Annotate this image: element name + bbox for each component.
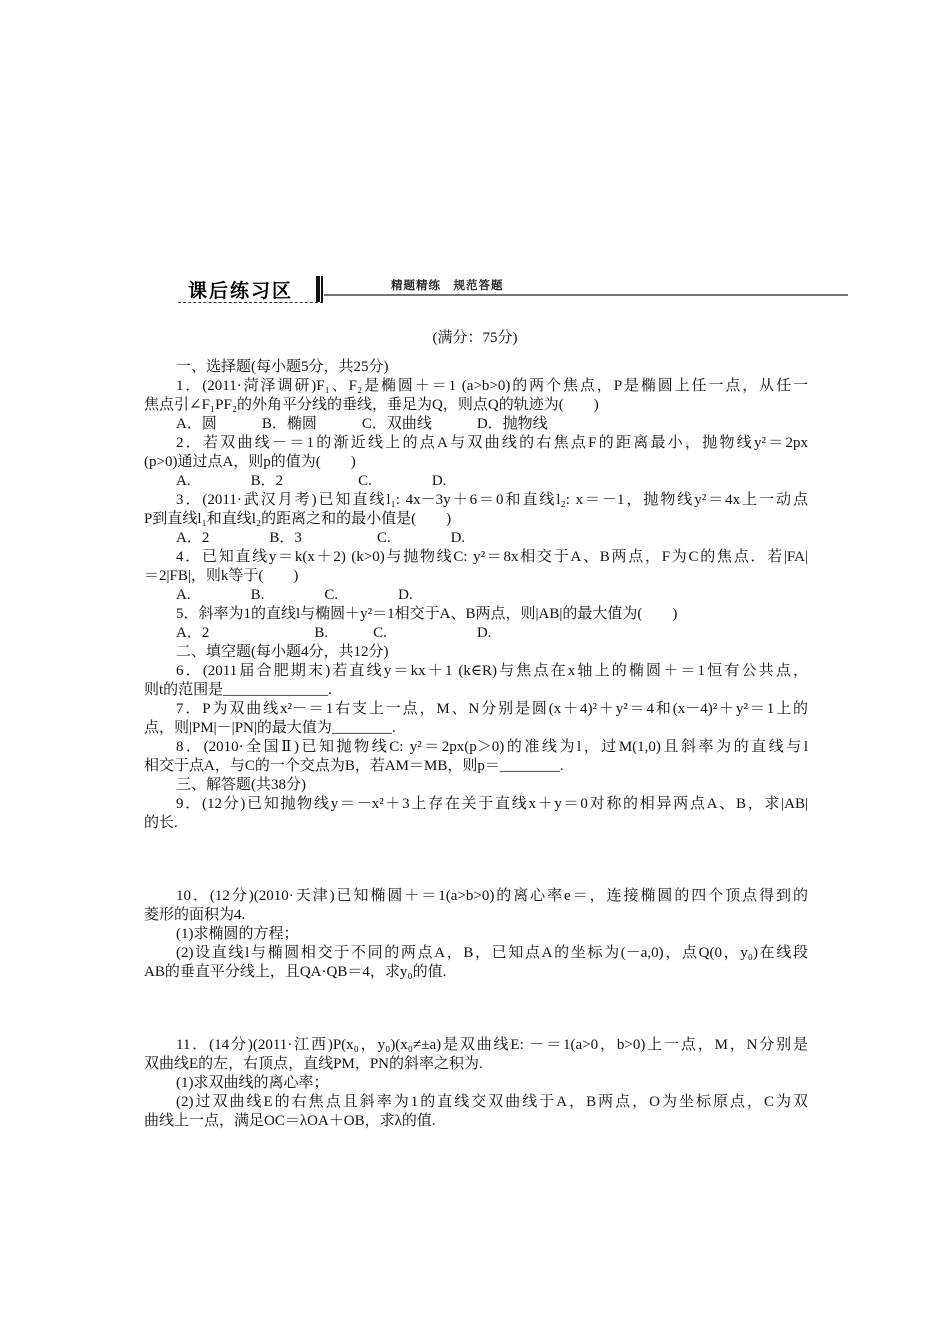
- question-3-line-1: 3．(2011·武汉月考)已知直线l₁: 4x－3y＋6＝0和直线l₂: x＝－1，抛物线y²＝4x上一动点: [176, 492, 808, 508]
- question-10-part-2-line-2: AB的垂直平分线上，且QA·QB＝4，求y₀的值.: [144, 964, 447, 980]
- question-3-options: A．2 B．3 C. D.: [176, 530, 466, 546]
- question-11-part-1: (1)求双曲线的离心率；: [176, 1075, 329, 1091]
- question-6-line-2: 则t的范围是______________.: [144, 682, 332, 698]
- question-1-line-2: 焦点引∠F₁PF₂的外角平分线的垂线，垂足为Q，则点Q的轨迹为( ): [144, 397, 599, 413]
- answer-space-9: [144, 833, 808, 887]
- question-4-line-1: 4．已知直线y＝k(x＋2) (k>0)与抛物线C: y²＝8x相交于A、B两点，F为C的焦点．若|FA|: [176, 549, 808, 565]
- question-7-line-2: 点，则|PM|－|PN|的最大值为________.: [144, 720, 396, 736]
- question-10-part-1: (1)求椭圆的方程；: [176, 926, 299, 942]
- section-heading-fill: 二、填空题(每小题4分，共12分): [176, 644, 389, 660]
- question-4-line-2: ＝2|FB|，则k等于( ): [144, 568, 299, 584]
- title-underline: [178, 302, 323, 303]
- section-subtitle: 精题精练 规范答题: [391, 278, 504, 292]
- section-title: 课后练习区: [188, 280, 294, 302]
- question-9-line-2: 的长.: [144, 815, 178, 831]
- question-5-options: A．2 B. C. D.: [176, 625, 492, 641]
- question-body: [144, 358, 808, 1131]
- question-1-line-1: 1．(2011·菏泽调研)F₁、F₂是椭圆＋＝1 (a>b>0)的两个焦点，P是椭圆上任一点，从任一: [176, 378, 808, 394]
- question-11-line-2: 双曲线E的左，右顶点，直线PM，PN的斜率之积为.: [144, 1056, 483, 1072]
- question-3-line-2: P到直线l₁和直线l₂的距离之和的最小值是( ): [144, 511, 452, 527]
- header-rule: [324, 294, 848, 296]
- header-bar-thin: [321, 276, 323, 302]
- question-8-line-1: 8．(2010·全国Ⅱ)已知抛物线C: y²＝2px(p＞0)的准线为l，过M(1,0)且斜率为的直线与l: [176, 739, 808, 755]
- section-heading-answer: 三、解答题(共38分): [176, 777, 306, 793]
- question-8-line-2: 相交于点A，与C的一个交点为B，若AM＝MB，则p＝________.: [144, 758, 564, 774]
- question-7-line-1: 7．P为双曲线x²－＝1右支上一点，M、N分别是圆(x＋4)²＋y²＝4和(x－4)²＋y²＝1上的: [176, 701, 808, 717]
- question-10-line-1: 10．(12分)(2010·天津)已知椭圆＋＝1(a>b>0)的离心率e＝，连接椭圆的四个顶点得到的: [176, 888, 808, 904]
- question-10-line-2: 菱形的面积为4.: [144, 907, 246, 923]
- question-11-part-2-line-1: (2)过双曲线E的右焦点且斜率为1的直线交双曲线于A，B两点，O为坐标原点，C为双: [176, 1094, 808, 1110]
- question-5-line-1: 5．斜率为1的直线l与椭圆＋y²＝1相交于A、B两点，则|AB|的最大值为( ): [176, 606, 678, 622]
- answer-space-10: [144, 982, 808, 1036]
- question-6-line-1: 6．(2011届合肥期末)若直线y＝kx＋1 (k∈R)与焦点在x轴上的椭圆＋＝1恒有公共点，: [176, 663, 808, 679]
- question-11-part-2-line-2: 曲线上一点，满足OC＝λOA＋OB，求λ的值.: [144, 1113, 436, 1129]
- question-2-line-1: 2．若双曲线－＝1的渐近线上的点A与双曲线的右焦点F的距离最小，抛物线y²＝2px: [176, 435, 808, 451]
- question-10-part-2-line-1: (2)设直线l与椭圆相交于不同的两点A，B，已知点A的坐标为(－a,0)，点Q(0，y₀)在线段: [176, 945, 808, 961]
- section-header: [178, 272, 848, 312]
- question-9-line-1: 9．(12分)已知抛物线y＝－x²＋3上存在关于直线x＋y＝0对称的相异两点A、B，求|AB|: [176, 796, 808, 812]
- question-2-line-2: (p>0)通过点A，则p的值为( ): [144, 454, 356, 470]
- question-4-options: A. B. C. D.: [176, 587, 413, 603]
- full-score: (满分：75分): [432, 330, 518, 346]
- header-bar: [316, 276, 320, 302]
- question-1-options: A．圆 B．椭圆 C．双曲线 D．抛物线: [176, 416, 548, 432]
- section-heading-choice: 一、选择题(每小题5分，共25分): [176, 359, 389, 375]
- question-2-options: A. B．2 C. D.: [176, 473, 447, 489]
- question-11-line-1: 11．(14分)(2011·江西)P(x₀，y₀)(x₀≠±a)是双曲线E: －＝1(a>0，b>0)上一点，M，N分别是: [176, 1037, 808, 1053]
